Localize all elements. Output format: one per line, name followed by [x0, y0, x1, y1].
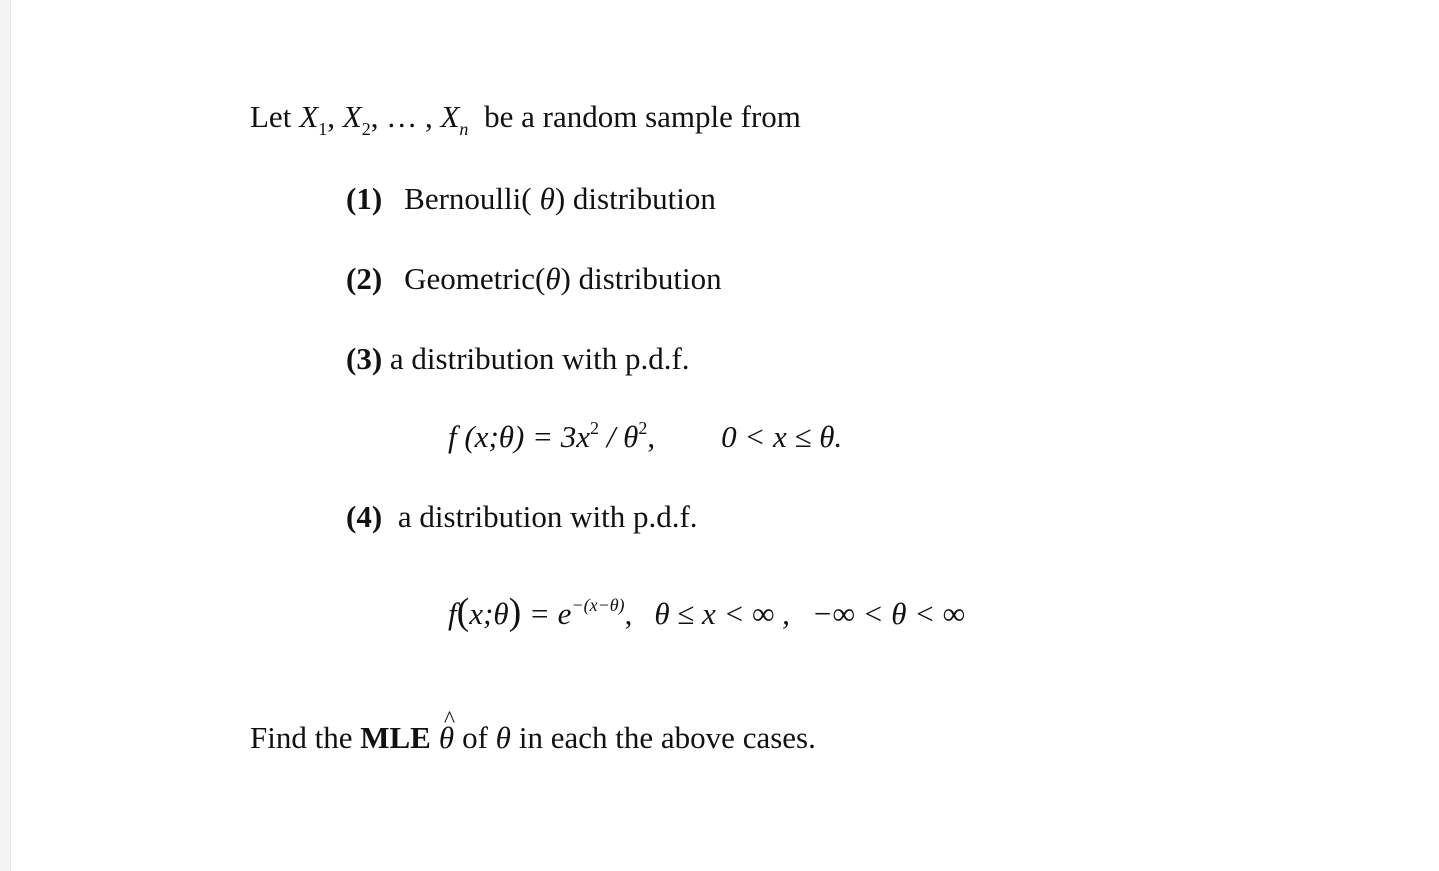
item-1-text: Bernoulli(: [404, 181, 532, 216]
item-2-number: (2): [346, 261, 383, 296]
item-3-text: a distribution with p.d.f.: [389, 341, 690, 376]
pdf-3-mid: / θ: [599, 419, 639, 454]
pdf-4-f: f: [448, 596, 457, 631]
pdf-4-exp: −(x−θ): [571, 595, 625, 615]
item-2: [346, 259, 722, 299]
item-4-number: (4): [346, 499, 383, 534]
sample-sub-2: 2: [361, 119, 371, 139]
pdf-4-eq: = e: [521, 596, 572, 631]
conclusion-theta: θ: [495, 720, 511, 755]
item-3: [346, 339, 690, 379]
pdf-3-comma: ,: [647, 419, 656, 454]
conclusion-line: [250, 718, 816, 758]
item-2-param: θ: [545, 261, 561, 296]
pdf-3-formula: [448, 417, 842, 457]
pdf-4-formula: f(x;θ) = $e^{-(x-\theta)}$, θ ≤ x < ∞ , −∞ < θ < ∞: [448, 591, 966, 633]
sample-sub-1: 1: [318, 119, 328, 139]
pdf-4-args: x;θ: [469, 596, 509, 631]
pdf-3-support: 0 < x ≤ θ.: [721, 419, 843, 454]
item-3-number: (3): [346, 341, 383, 376]
sample-sub-n: n: [459, 119, 469, 139]
intro-prefix: Let: [250, 99, 292, 134]
conclusion-prefix: Find the: [250, 720, 353, 755]
conclusion-mle: MLE: [360, 720, 431, 755]
item-2-text: Geometric(: [404, 261, 546, 296]
sample-var-2: X: [342, 99, 362, 134]
theta-hat: θ ^: [439, 718, 454, 758]
page-left-edge: [0, 0, 11, 871]
pdf-4-param-range: −∞ < θ < ∞: [811, 596, 966, 631]
sample-dots: , … ,: [370, 99, 433, 134]
item-1-number: (1): [346, 181, 383, 216]
item-2-close: ) distribution: [560, 261, 722, 296]
pdf-3-lhs: f (x;θ) = 3x: [448, 419, 590, 454]
item-4: [346, 497, 698, 537]
conclusion-suffix: in each the above cases.: [518, 720, 816, 755]
item-4-text: a distribution with p.d.f.: [397, 499, 698, 534]
item-1-close: ) distribution: [554, 181, 716, 216]
pdf-4-support: θ ≤ x < ∞ ,: [654, 596, 790, 631]
item-1: [346, 179, 716, 219]
intro-line: Let $X_1$, $X_2$, … , $X_n$ be a random sample from: [250, 99, 801, 139]
pdf-3-exp-2: 2: [638, 418, 648, 438]
pdf-3-exp-1: 2: [590, 418, 599, 438]
item-1-param: θ: [539, 181, 555, 216]
conclusion-of: of: [462, 720, 488, 755]
sample-var-1: X: [299, 99, 319, 134]
sample-var-n: X: [440, 99, 460, 134]
pdf-4-comma: ,: [624, 596, 633, 631]
intro-suffix: be a random sample from: [484, 99, 801, 134]
